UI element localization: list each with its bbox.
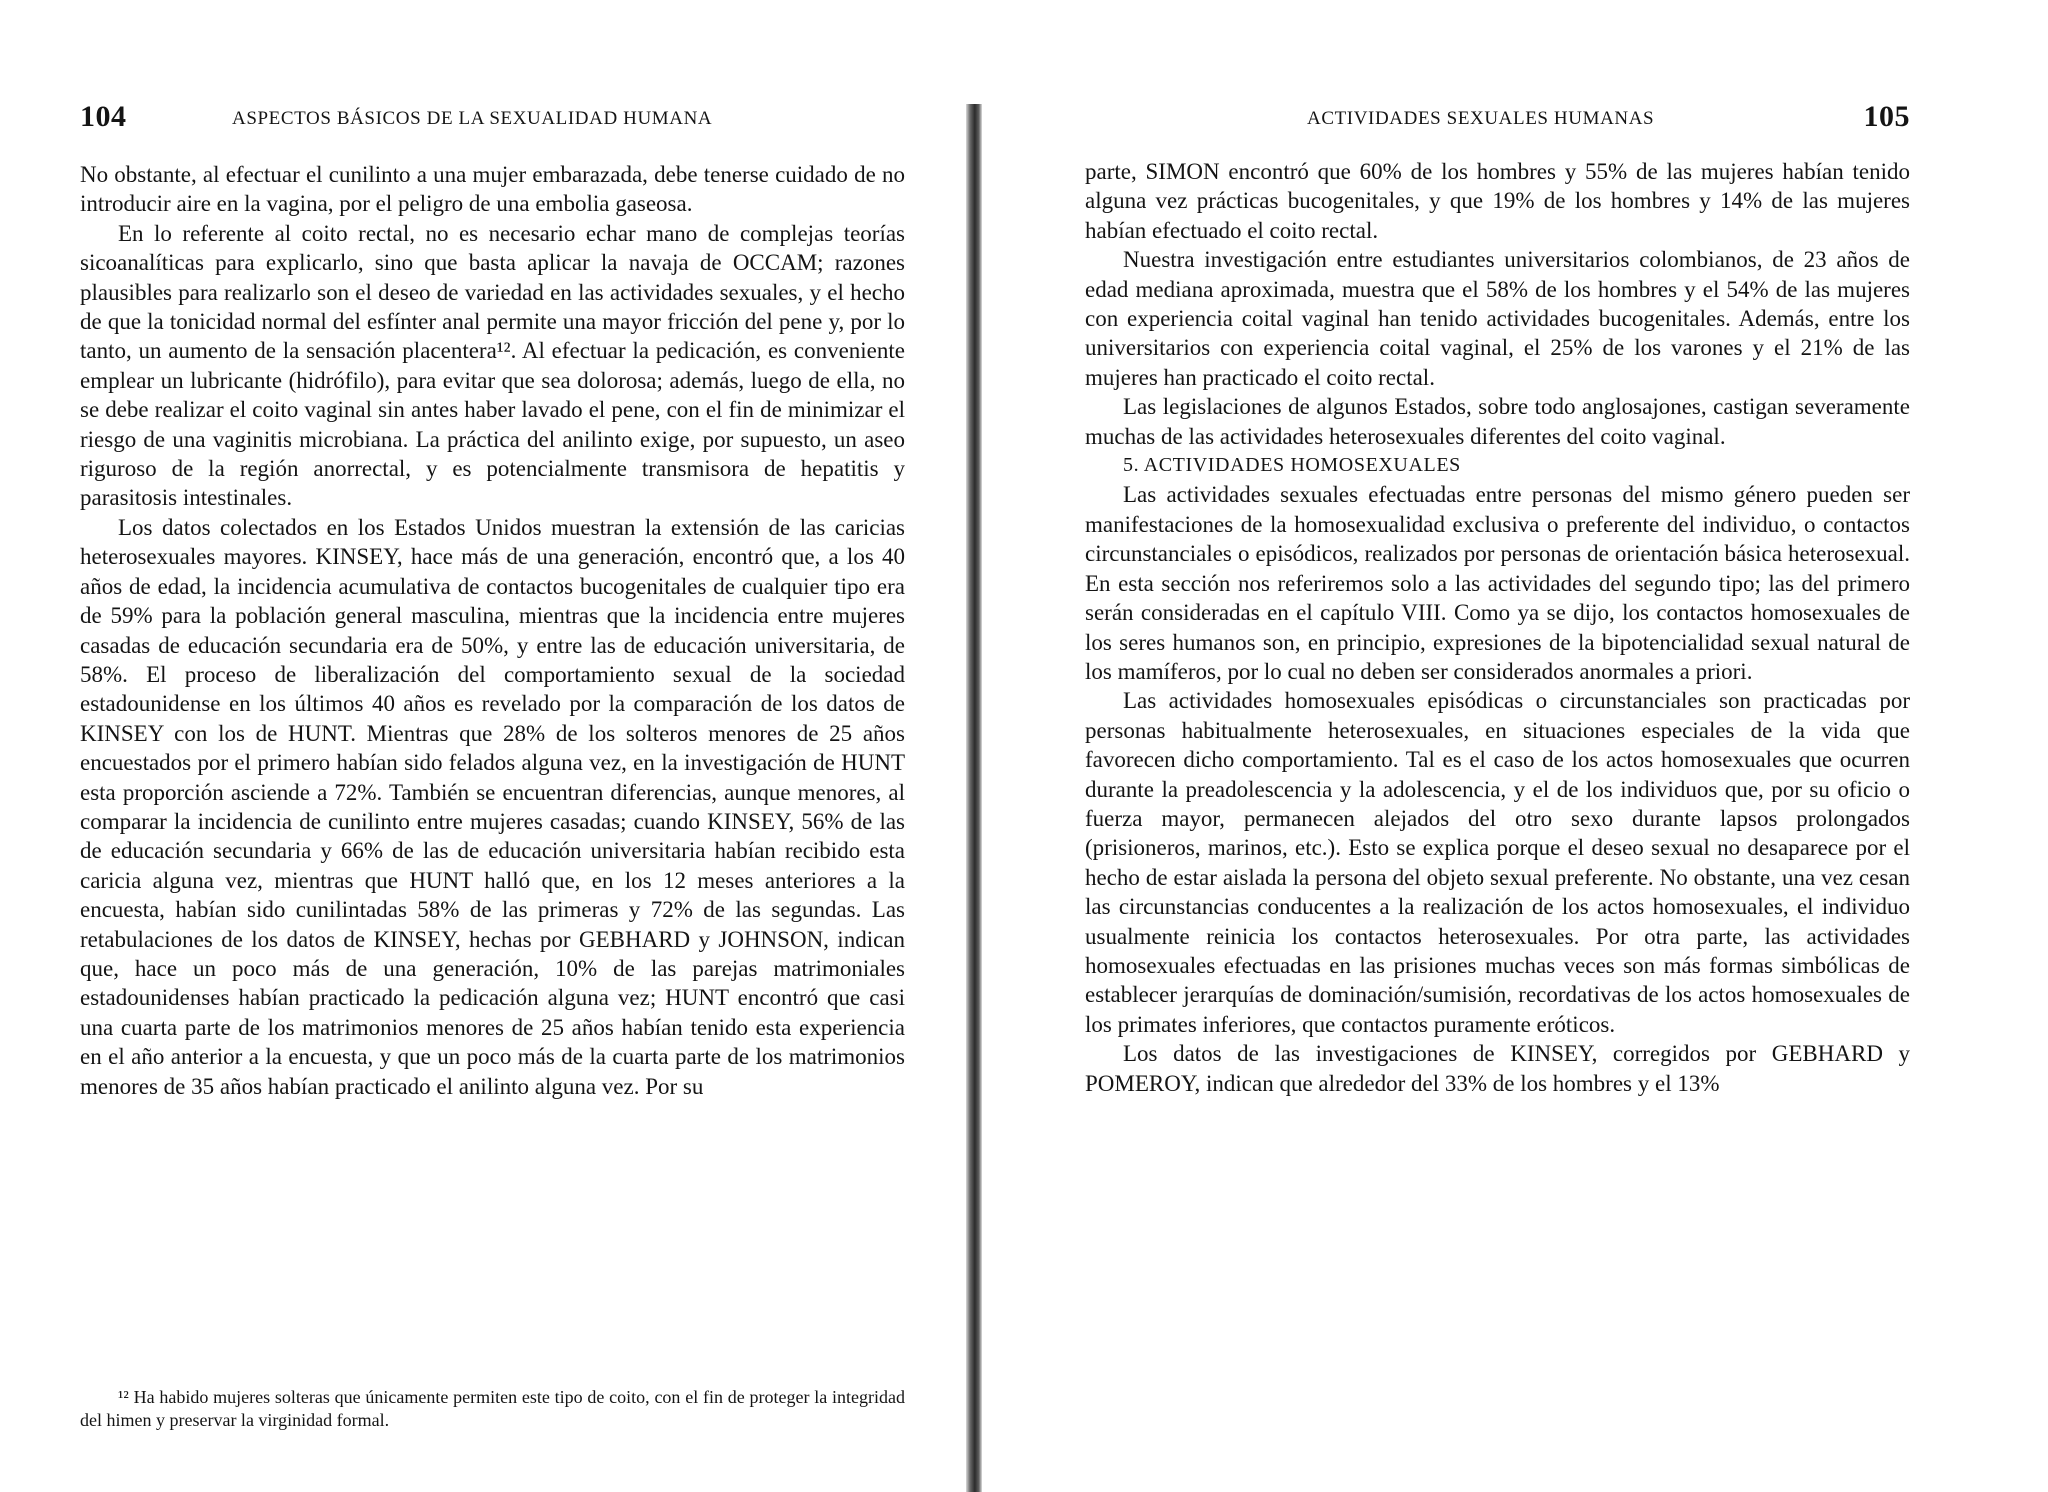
book-spine-shadow	[966, 104, 982, 1492]
paragraph: parte, SIMON encontró que 60% de los hombres y 55% de las mujeres habían tenido alguna vez prácticas bucogenitales, y que 19% de los hombres y 14% de las mujeres habían efectuado el coito rectal.	[1085, 159, 1910, 243]
running-head: ASPECTOS BÁSICOS DE LA SEXUALIDAD HUMANA	[232, 108, 713, 129]
left-page-header	[80, 100, 905, 134]
left-page	[80, 0, 905, 1492]
right-page-body	[1085, 157, 1910, 1098]
section-heading: 5. ACTIVIDADES HOMOSEXUALES	[1123, 454, 1461, 477]
paragraph: Las actividades homosexuales episódicas o circunstanciales son practicadas por personas habitualmente heterosexuales, en situaciones especiales de la vida que favorecen dicho comportamiento. Tal es el caso de los actos homosexuales que ocurren durante la preadolescencia y la adolescencia, y el de los individuos que, por su oficio o fuerza mayor, permanecen alejados del otro sexo durante lapsos prolongados (prisioneros, marinos, etc.). Esto se explica porque el deseo sexual no desaparece por el hecho de estar aislada la persona del objeto sexual preferente. No obstante, una vez cesan las circunstancias conducentes a la realización de los actos homosexuales, el individuo usualmente reinicia los contactos heterosexuales. Por otra parte, las actividades homosexuales efectuadas en las prisiones muchas veces son más formas simbólicas de establecer jerarquías de dominación/sumisión, recordativas de los actos homosexuales de los primates inferiores, que contactos puramente eróticos.	[1085, 688, 1910, 1037]
running-head: ACTIVIDADES SEXUALES HUMANAS	[1307, 108, 1655, 129]
paragraph: No obstante, al efectuar el cunilinto a una mujer embarazada, debe tenerse cuidado de no introducir aire en la vagina, por el peligro de una embolia gaseosa.	[80, 162, 905, 217]
paragraph: Nuestra investigación entre estudiantes universitarios colombianos, de 23 años de edad mediana aproximada, muestra que el 58% de los hombres y el 54% de las mujeres con experiencia coital vaginal han tenido actividades bucogenitales. Además, entre los universitarios con experiencia coital vaginal, el 25% de los varones y el 21% de las mujeres han practicado el coito rectal.	[1085, 247, 1910, 390]
paragraph: Las actividades sexuales efectuadas entre personas del mismo género pueden ser manifestaciones de la homosexualidad exclusiva o preferente del individuo, o contactos circunstanciales o episódicos, realizados por personas de orientación básica heterosexual. En esta sección nos referiremos solo a las actividades del segundo tipo; las del primero serán consideradas en el capítulo VIII. Como ya se dijo, los contactos homosexuales de los seres humanos son, en principio, expresiones de la bipotencialidad sexual natural de los mamíferos, por lo cual no deben ser considerados anormales a priori.	[1085, 482, 1910, 684]
footnote: ¹² Ha habido mujeres solteras que únicamente permiten este tipo de coito, con el fin de proteger la integridad del himen y preservar la virginidad formal.	[80, 1387, 905, 1430]
page-number: 104	[80, 100, 127, 133]
paragraph: En lo referente al coito rectal, no es necesario echar mano de complejas teorías sicoanalíticas para explicarlo, sino que basta aplicar la navaja de OCCAM; razones plausibles para realizarlo son el deseo de variedad en las actividades sexuales, y el hecho de que la tonicidad normal del esfínter anal permite una mayor fricción del pene y, por lo tanto, un aumento de la sensación placentera¹². Al efectuar la pedicación, es conveniente emplear un lubricante (hidrófilo), para evitar que sea dolorosa; además, luego de ella, no se debe realizar el coito vaginal sin antes haber lavado el pene, con el fin de minimizar el riesgo de una vaginitis microbiana. La práctica del anilinto exige, por supuesto, un aseo riguroso de la región anorrectal, y es potencialmente transmisora de hepatitis y parasitosis intestinales.	[80, 220, 905, 511]
page-number: 105	[1863, 100, 1910, 133]
right-page-header	[1085, 100, 1910, 134]
paragraph: Los datos colectados en los Estados Unidos muestran la extensión de las caricias heterosexuales mayores. KINSEY, hace más de una generación, encontró que, a los 40 años de edad, la incidencia acumulativa de contactos bucogenitales de cualquier tipo era de 59% para la población general masculina, mientras que la incidencia entre mujeres casadas de educación secundaria era de 50%, y entre las de educación universitaria, de 58%. El proceso de liberalización del comportamiento sexual de la sociedad estadounidense en los últimos 40 años es revelado por la comparación de los datos de KINSEY con los de HUNT. Mientras que 28% de los solteros menores de 25 años encuestados por el primero habían sido felados alguna vez, en la investigación de HUNT esta proporción asciende a 72%. También se encuentran diferencias, aunque menores, al comparar la incidencia de cunilinto entre mujeres casadas; cuando KINSEY, 56% de las de educación secundaria y 66% de las de educación universitaria habían recibido esta caricia alguna vez, mientras que HUNT halló que, en los 12 meses anteriores a la encuesta, habían sido cunilintadas 58% de las primeras y 72% de las segundas. Las retabulaciones de los datos de KINSEY, hechas por GEBHARD y JOHNSON, indican que, hace un poco más de una generación, 10% de las parejas matrimoniales estadounidenses habían practicado la pedicación alguna vez; HUNT encontró que casi una cuarta parte de los matrimonios menores de 25 años habían tenido esta experiencia en el año anterior a la encuesta, y que un poco más de la cuarta parte de los matrimonios menores de 35 años habían practicado el anilinto alguna vez. Por su	[80, 514, 905, 1099]
right-page	[1085, 0, 1910, 1492]
paragraph: Los datos de las investigaciones de KINSEY, corregidos por GEBHARD y POMEROY, indican que alrededor del 33% de los hombres y el 13%	[1085, 1041, 1910, 1096]
paragraph: Las legislaciones de algunos Estados, sobre todo anglosajones, castigan severamente muchas de las actividades heterosexuales diferentes del coito vaginal.	[1085, 394, 1910, 449]
left-page-body	[80, 160, 905, 1101]
